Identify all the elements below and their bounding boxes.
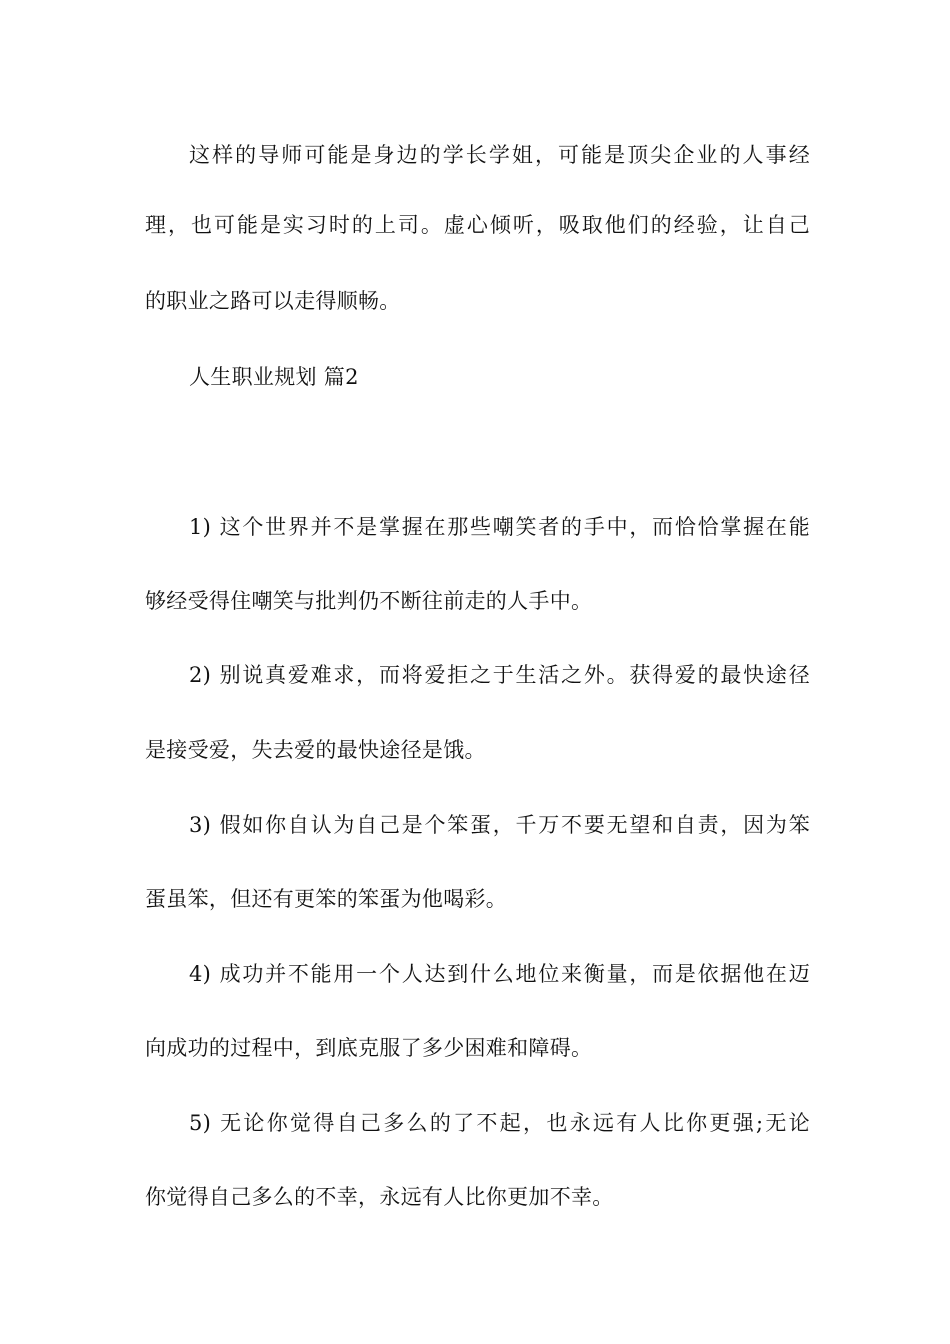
item-1-line-2: 够经受得住嘲笑与批判仍不断往前走的人手中。 [145, 589, 593, 613]
item-5-line-1: 5) 无论你觉得自己多么的了不起，也永远有人比你更强;无论 [189, 1111, 810, 1135]
item-2-line-2: 是接受爱，失去爱的最快途径是饿。 [145, 738, 486, 762]
item-1-line-1: 1) 这个世界并不是掌握在那些嘲笑者的手中，而恰恰掌握在能 [189, 515, 810, 539]
item-5-line-2: 你觉得自己多么的不幸，永远有人比你更加不幸。 [145, 1185, 614, 1209]
item-4-line-1: 4) 成功并不能用一个人达到什么地位来衡量，而是依据他在迈 [189, 962, 810, 986]
section-heading: 人生职业规划 篇2 [189, 365, 359, 389]
item-3-line-1: 3) 假如你自认为自己是个笨蛋，千万不要无望和自责，因为笨 [189, 813, 810, 837]
intro-line-1: 这样的导师可能是身边的学长学姐，可能是顶尖企业的人事经 [189, 143, 810, 167]
item-3-line-2: 蛋虽笨，但还有更笨的笨蛋为他喝彩。 [145, 887, 508, 911]
item-2-line-1: 2) 别说真爱难求，而将爱拒之于生活之外。获得爱的最快途径 [189, 663, 810, 687]
item-4-line-2: 向成功的过程中，到底克服了多少困难和障碍。 [145, 1036, 593, 1060]
intro-line-2: 理，也可能是实习时的上司。虚心倾听，吸取他们的经验，让自己 [145, 213, 810, 237]
intro-line-3: 的职业之路可以走得顺畅。 [145, 289, 401, 313]
